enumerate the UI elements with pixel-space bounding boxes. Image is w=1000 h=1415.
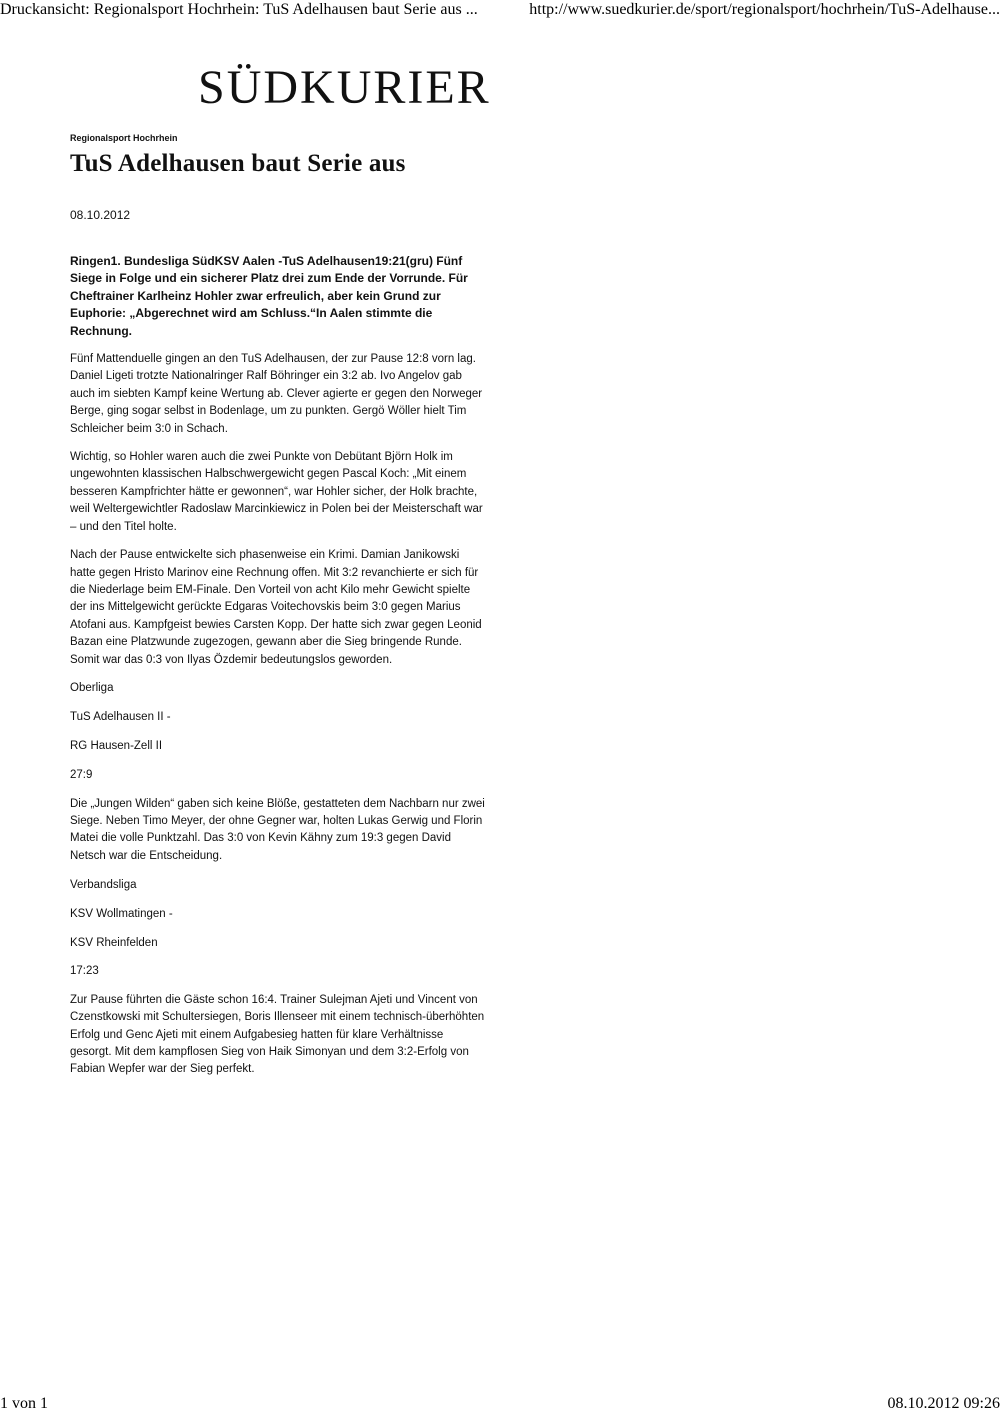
article-headline: TuS Adelhausen baut Serie aus (70, 150, 406, 177)
verbandsliga-away-team: KSV Rheinfelden (70, 936, 158, 949)
print-header-url: http://www.suedkurier.de/sport/regionalsport/hochrhein/TuS-Adelhause... (529, 1, 1000, 18)
article-paragraph: Fünf Mattenduelle gingen an den TuS Adelhausen, der zur Pause 12:8 vorn lag. Daniel Ligeti trotzte Nationalringer Ralf Böhringer ein 3:2 ab. Ivo Angelov gab auch im siebten Kampf keine Wertung ab. Clever agierte er gegen den Norweger Berge, ging sogar selbst in Bodenlage, um zu punkten. Gergö Wöller hielt Tim Schleicher beim 3:0 in Schach. (70, 353, 483, 435)
article-paragraph: Wichtig, so Hohler waren auch die zwei Punkte von Debütant Björn Holk im ungewohnten klassischen Halbschwergewicht gegen Pascal Koch: „Mit einem besseren Kampfrichter hätte er gewonnen“, war Hohler sicher, der Holk brachte, weil Weltergewichtler Radoslaw Marcinkiewicz in Polen bei der Meisterschaft war – und den Titel holte. (70, 451, 483, 533)
print-timestamp: 08.10.2012 09:26 (887, 1395, 1000, 1412)
verbandsliga-home-team: KSV Wollmatingen - (70, 907, 173, 920)
oberliga-home-team: TuS Adelhausen II - (70, 711, 171, 724)
verbandsliga-league: Verbandsliga (70, 878, 137, 891)
oberliga-away-team: RG Hausen-Zell II (70, 740, 163, 753)
article (70, 131, 488, 1079)
article-category: Regionalsport Hochrhein (70, 133, 178, 143)
oberliga-score: 27:9 (70, 769, 93, 782)
print-footer (0, 1391, 1000, 1415)
verbandsliga-report: Zur Pause führten die Gäste schon 16:4. Trainer Sulejman Ajeti und Vincent von Czenstkowski mit Schultersiegen, Boris Illenseer mit einem technisch-überhöhten Erfolg und Genc Ajeti mit einem Aufgabesieg hatten für klare Verhältnisse gesorgt. Mit dem kampflosen Sieg von Haik Simonyan und dem 3:2-Erfolg von Fabian Wepfer war der Sieg perfekt. (70, 993, 485, 1076)
print-header (0, 0, 1000, 22)
print-header-title: Druckansicht: Regionalsport Hochrhein: TuS Adelhausen baut Serie aus ... (0, 1, 478, 18)
oberliga-league: Oberliga (70, 682, 114, 695)
page-count: 1 von 1 (0, 1395, 48, 1412)
newspaper-logo: SÜDKURIER (198, 61, 491, 114)
article-paragraph: Nach der Pause entwickelte sich phasenweise ein Krimi. Damian Janikowski hatte gegen Hristo Marinov eine Rechnung offen. Mit 3:2 revanchierte er sich für die Niederlage beim EM-Finale. Den Vorteil von acht Kilo mehr Gewicht spielte der ins Mittelgewicht gerückte Edgaras Voitechovskis beim 3:0 gegen Marius Atofani aus. Kampfgeist bewies Carsten Kopp. Der hatte sich zwar gegen Leonid Bazan eine Platzwunde zugezogen, gewann aber die Sieg bringende Runde. Somit war das 0:3 von Ilyas Özdemir bedeutungslos geworden. (70, 549, 482, 666)
oberliga-report: Die „Jungen Wilden“ gaben sich keine Blöße, gestatteten dem Nachbarn nur zwei Siege. Neben Timo Meyer, der ohne Gegner war, holten Lukas Gerwig und Florin Matei die volle Punktzahl. Das 3:0 von Kevin Kähny zum 19:3 gegen David Netsch war die Entscheidung. (70, 797, 485, 862)
verbandsliga-score: 17:23 (70, 965, 99, 978)
article-date: 08.10.2012 (70, 208, 131, 222)
article-lead: Ringen1. Bundesliga SüdKSV Aalen -TuS Adelhausen19:21(gru) Fünf Siege in Folge und ein sicherer Platz drei zum Ende der Vorrunde. Für Cheftrainer Karlheinz Hohler zwar erfreulich, aber kein Grund zur Euphorie: „Abgerechnet wird am Schluss.“In Aalen stimmte die Rechnung. (70, 254, 468, 338)
